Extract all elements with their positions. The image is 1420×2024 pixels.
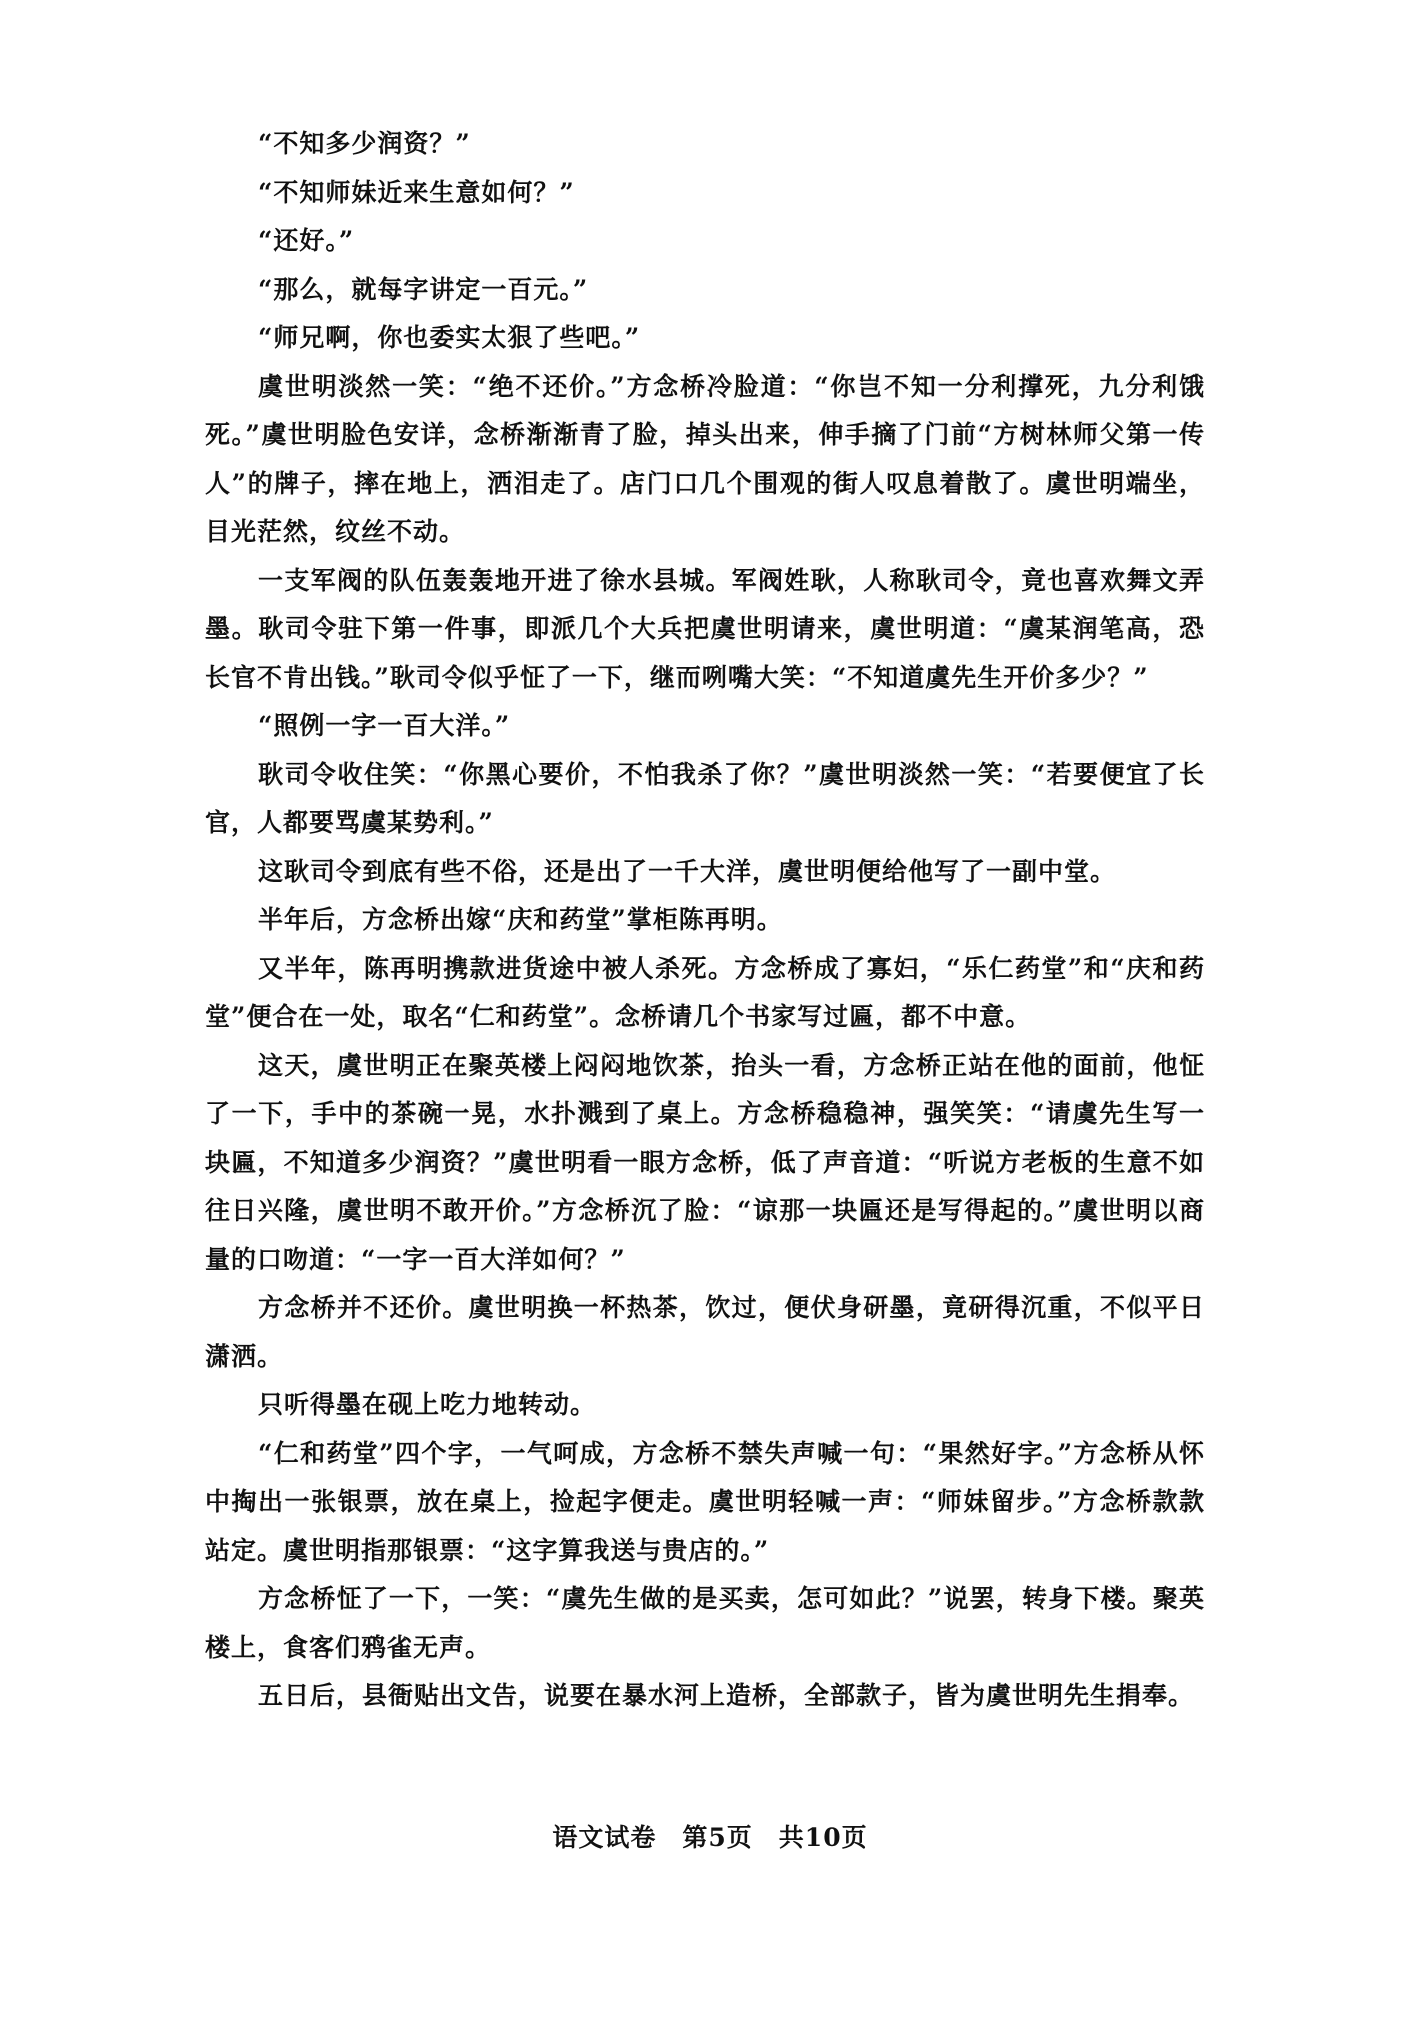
paragraph: 方念桥怔了一下，一笑：“虞先生做的是买卖，怎可如此？”说罢，转身下楼。聚英楼上，食客们鸦雀无声。 — [205, 1584, 1205, 1662]
story-text — [205, 120, 1205, 1721]
paragraph: 半年后，方念桥出嫁“庆和药堂”掌柜陈再明。 — [258, 905, 783, 934]
paragraph: 这天，虞世明正在聚英楼上闷闷地饮茶，抬头一看，方念桥正站在他的面前，他怔了一下，手中的茶碗一晃，水扑溅到了桌上。方念桥稳稳神，强笑笑：“请虞先生写一块匾，不知道多少润资？”虞世明看一眼方念桥，低了声音道：“听说方老板的生意不如往日兴隆，虞世明不敢开价。”方念桥沉了脸：“谅那一块匾还是写得起的。”虞世明以商量的口吻道：“一字一百大洋如何？” — [205, 1050, 1205, 1274]
paragraph: 这耿司令到底有些不俗，还是出了一千大洋，虞世明便给他写了一副中堂。 — [258, 856, 1117, 886]
paragraph: 方念桥并不还价。虞世明换一杯热茶，饮过，便伏身研墨，竟研得沉重，不似平日潇洒。 — [205, 1293, 1205, 1371]
paragraph: “还好。” — [258, 226, 355, 255]
paragraph: 只听得墨在砚上吃力地转动。 — [258, 1390, 597, 1419]
paragraph: “那么，就每字讲定一百元。” — [258, 274, 589, 304]
paragraph: 又半年，陈再明携款进货途中被人杀死。方念桥成了寡妇，“乐仁药堂”和“庆和药堂”便合在一处，取名“仁和药堂”。念桥请几个书家写过匾，都不中意。 — [205, 953, 1205, 1031]
paragraph: “不知师妹近来生意如何？” — [258, 177, 575, 207]
paragraph: 耿司令收住笑：“你黑心要价，不怕我杀了你？”虞世明淡然一笑：“若要便宜了长官，人都要骂虞某势利。” — [205, 759, 1205, 837]
paragraph: 虞世明淡然一笑：“绝不还价。”方念桥冷脸道：“你岂不知一分利撑死，九分利饿死。”虞世明脸色安详，念桥渐渐青了脸，掉头出来，伸手摘了门前“方树林师父第一传人”的牌子，摔在地上，洒泪走了。店门口几个围观的街人叹息着散了。虞世明端坐，目光茫然，纹丝不动。 — [205, 371, 1205, 546]
paragraph: “不知多少润资？” — [258, 129, 471, 158]
page-footer: 语文试卷 第5页 共10页 — [552, 1823, 868, 1852]
paragraph: 五日后，县衙贴出文告，说要在暴水河上造桥，全部款子，皆为虞世明先生捐奉。 — [258, 1681, 1195, 1710]
paragraph: 一支军阀的队伍轰轰地开进了徐水县城。军阀姓耿，人称耿司令，竟也喜欢舞文弄墨。耿司令驻下第一件事，即派几个大兵把虞世明请来，虞世明道：“虞某润笔高，恐长官不肯出钱。”耿司令似乎怔了一下，继而咧嘴大笑：“不知道虞先生开价多少？” — [205, 565, 1205, 692]
paragraph: “照例一字一百大洋。” — [258, 711, 511, 740]
paragraph: “师兄啊，你也委实太狠了些吧。” — [258, 323, 641, 352]
paragraph: “仁和药堂”四个字，一气呵成，方念桥不禁失声喊一句：“果然好字。”方念桥从怀中掏出一张银票，放在桌上，捡起字便走。虞世明轻喊一声：“师妹留步。”方念桥款款站定。虞世明指那银票：“这字算我送与贵店的。” — [205, 1438, 1205, 1565]
